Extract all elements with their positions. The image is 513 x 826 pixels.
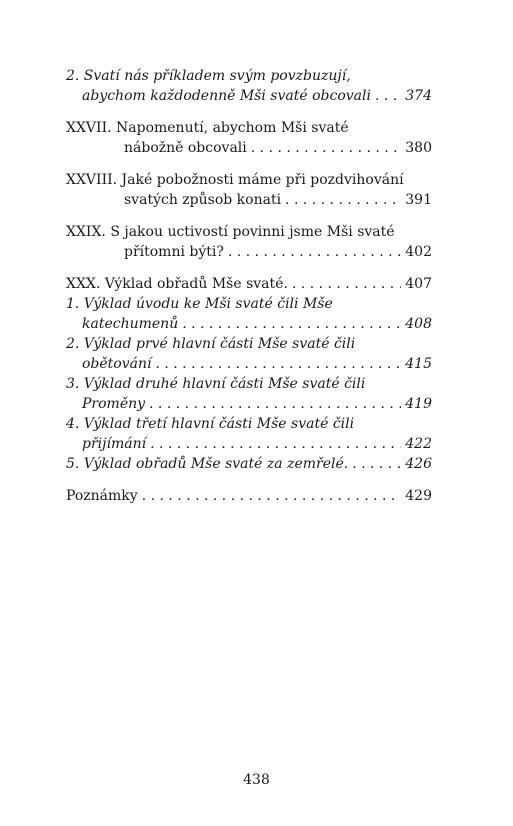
toc-entry-title-cont: Proměny [82,396,146,412]
toc-entry [66,486,432,506]
toc-entry-title: 2. Svatí nás příkladem svým povzbuzují, [66,68,351,84]
toc-page-number: 374 [405,88,432,104]
page-number: 438 [243,772,270,788]
toc-entry-title: 1. Výklad úvodu ke Mši svaté čili Mše [66,296,333,312]
toc-page-number: 422 [405,436,432,452]
toc-entry-title-cont: katechumenů [82,316,179,332]
dot-leader [228,242,401,262]
toc-entry [66,414,432,454]
toc-entry [66,118,432,158]
toc-entry-title-cont: přítomni býti? [124,244,224,260]
toc-entry [66,454,432,474]
dot-leader [352,454,401,474]
toc-page-number: 415 [405,356,432,372]
toc-entry [66,170,432,210]
dot-leader [149,394,401,414]
toc-entry-title: 2. Výklad prvé hlavní části Mše svaté čili [66,336,356,352]
toc-entry [66,334,432,374]
toc-entry-title-cont: abychom každodenně Mši svaté obcovali [82,88,371,104]
dot-leader [375,86,401,106]
toc-entry-title-cont: nábožně obcovali [124,140,247,156]
toc-entry-title: 3. Výklad druhé hlavní části Mše svaté čili [66,376,366,392]
dot-leader [292,274,401,294]
dot-leader [150,434,401,454]
toc-entry [66,374,432,414]
toc-page-number: 429 [405,488,432,504]
toc-page-number: 426 [405,456,432,472]
toc-entry-title-cont: obětování [82,356,152,372]
dot-leader [285,190,401,210]
dot-leader [251,138,402,158]
toc-entry [66,222,432,262]
toc-entry-title: XXIX. S jakou uctivostí povinni jsme Mši svaté [66,224,395,240]
toc-page-number: 419 [405,396,432,412]
toc-entry-title: XXX. Výklad obřadů Mše svaté. [66,276,288,292]
toc-entry [66,274,432,294]
toc-page-number: 408 [405,316,432,332]
toc-page-number: 402 [405,244,432,260]
toc-page-number: 380 [405,140,432,156]
dot-leader [142,486,402,506]
toc-entry-title: 5. Výklad obřadů Mše svaté za zemřelé. [66,456,349,472]
toc-entry-title-cont: svatých způsob konati [124,192,282,208]
toc-page-number: 391 [405,192,432,208]
dot-leader [182,314,401,334]
dot-leader [155,354,401,374]
toc-entry [66,294,432,334]
table-of-contents [66,66,432,506]
toc-page-number: 407 [405,276,432,292]
toc-entry-title: 4. Výklad třetí hlavní části Mše svaté čili [66,416,355,432]
toc-entry-title: XXVII. Napomenutí, abychom Mši svaté [66,120,349,136]
toc-entry-title: Poznámky [66,488,138,504]
toc-entry [66,66,432,106]
toc-entry-title: XXVIII. Jaké pobožnosti máme při pozdvihování [66,172,404,188]
toc-entry-title-cont: přijímání [82,436,147,452]
